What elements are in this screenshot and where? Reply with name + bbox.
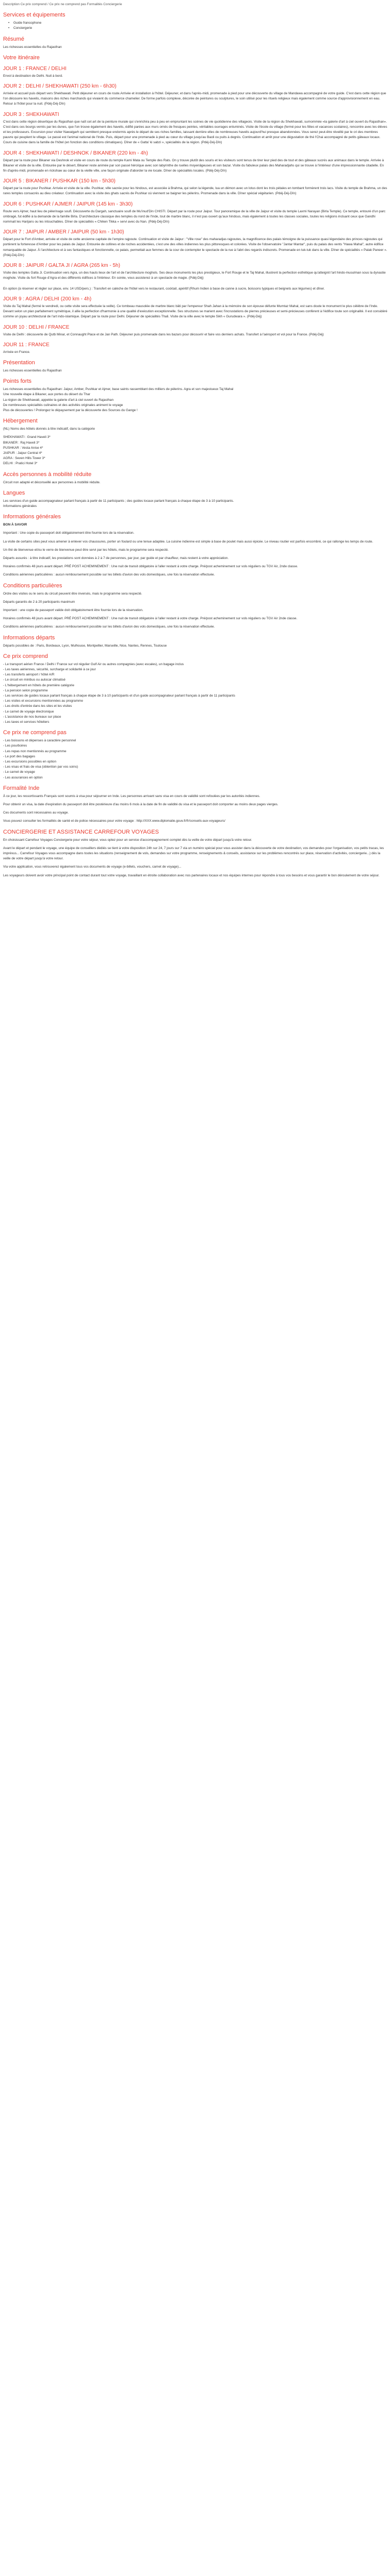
hotel-item: SHEKHAWATI : Grand Haveli 3* (3, 435, 51, 439)
day-text: Départ pour le Fort d'Amber, arrivée et visite de cette ancienne capitale de l'empire rajpoute. Continuation et visite de Jaipur : "Ville rose" des maharadjas rajpoutes, la magnificence des palais témoigne de la puissance quasi légendaire des princes rajpoutes qui portèrent la forteresse d'Amber pour les palais de Jaipur. Entourée de collines et de roches accidentées, c'est une des villes indiennes les plus pittoresques et colorées. Visite de l'observatoire "Jantar Mantar", puis du palais des vents "Hawa Mahal", autre édifice remarquable de Jaipur. À l'architecture et à ses fantastiques et fonctionnelle, ce palais, permettait aux femmes de la cour de contempler le spectacle de la rue à l'abri des regards indiscrets. Promenade en tuk-tuk dans la ville. Dîner de spécialités « Palak Paneer ». (Pdéj-Déj-Dîn) (3, 238, 388, 257)
day-text: Visite des temples Galta Ji. Continuation vers Agra, un des hauts lieux de l'art et de l'architecture moghols. Ses deux monuments les plus prestigieux, le Fort Rouge et le Taj Mahal, illustrent la perfection esthétique qu'atteignit l'art hindo-musulman sous la dynastie moghole. Visite du fort Rouge d'Agra et des différents édifices à l'intérieur. En soirée, vous assisterez à un spectacle de magie. (Pdéj-Déj) En option (à réserver et régler sur place, env. 14 USD/pers.) : Transfert en calèche de l'hôtel vers le restaurant, cocktail, apéritif (Rhum Indien à base de canne à sucre, boissons typiques et beignets aux légumes) et dîner. (3, 271, 386, 291)
list-item: - Le transport aérien France / Delhi / France sur vol régulier Gulf Air ou autres compagnies (avec escales), un bagage inclus (3, 662, 184, 666)
list-item: - Les taxes aériennes, sécurité, surcharge et solidarité à ce jour (3, 668, 96, 671)
hebergement-intro: (NL) Noms des hôtels donnés à titre indicatif, dans la catégorie (3, 427, 95, 431)
infos-paragraph: Départs assurés : à titre indicatif, les prestations sont données à 2 à 7 de personnes, par jour, par guide et par chauffeur, mais restent à votre appréciation. (3, 556, 229, 560)
list-item: - Le carnet de voyage (3, 770, 35, 774)
list-item: - Les pourboires (3, 744, 27, 748)
list-item: - Le port des bagages (3, 754, 36, 758)
bullet-icon: • (8, 26, 10, 30)
hebergement-title: Hébergement (3, 418, 38, 425)
presentation-section (3, 359, 388, 374)
day-text: Départ par la route pour Pushkar. Arrivée et visite de la ville. Pushkar, ville sacrée pour les hindous, est associée à Brahma, qui selon la légende, lua un démon avec un lotus dont les trois pétales en tombant formèrent trois lacs. Visite du temple de Brahma, un des rares temples consacrés au dieu créateur. Continuation avec la visite des ghats sacrés de Pushkar où viennent se baigner les pèlerins. Promenade dans la ville. Dîner spécial végétarien. (Pdéj-Déj-Dîn) (3, 187, 388, 196)
services-section (3, 11, 388, 31)
resume-title: Résumé (3, 36, 24, 42)
itinerary-title: Votre itinéraire (3, 54, 40, 61)
infos-paragraph: Un thé de bienvenue et/ou le verre de bienvenue peut être servi par les hôtels, mais le programme sera respecté. (3, 548, 169, 552)
day-title: JOUR 1 : FRANCE / DELHI (3, 65, 67, 72)
infos-subtitle: BON À SAVOIR (3, 523, 27, 527)
conciergerie-paragraph: En choisissant Carrefour Voyages Conciergerie pour votre séjour, vous optez pour un service d'accompagnement complet dès la veille de votre départ jusqu'à votre retour. (3, 838, 252, 842)
infos-paragraph: Important : Une copie du passeport doit obligatoirement être fournie lors de la réservation. (3, 531, 135, 535)
day-title: JOUR 11 : FRANCE (3, 342, 50, 348)
formalite-paragraph: À ce jour, les ressortissants Français sont soumis à visa pour séjourner en Inde. Les personnes arrivant sans visa en cours de validité sont refoulées par les autorités indiennes. (3, 794, 260, 798)
conciergerie-paragraph: Via votre application, vous retrouverez également tous vos documents de voyage (e-billets, vouchers, carnet de voyage)... (3, 865, 182, 869)
day-title: JOUR 9 : AGRA / DELHI (200 km - 4h) (3, 296, 92, 302)
presentation-text: Les richesses essentielles du Rajasthan (3, 368, 62, 372)
list-item: De nombreuses spécialités culinaires et des activités originales animent le voyage (3, 403, 123, 407)
langues-section (3, 489, 388, 509)
list-item: Plus de découvertes ! Prolongez le dépaysement par la découverte des Sources du Gange ! (3, 408, 138, 412)
hotel-item: AGRA : Seven Hills Tower 3* (3, 456, 45, 461)
list-item: - Les assurances en option (3, 775, 43, 779)
day-title: JOUR 10 : DELHI / FRANCE (3, 324, 70, 330)
list-item: - L'hébergement en hôtels de première catégorie (3, 683, 74, 687)
resume-text: Les richesses essentielles du Rajasthan (3, 45, 62, 49)
day-text: Départ par la route pour Bikaner via Deshnok et visite en cours de route du temple Karni Mata ou Temple des Rats. On y trouve plutôt des souris et les visiteurs sont tenus de tirer leur pied des de tout et des gâteaux sucrés aux animaux dans le temple. Arrivée à Bikaner et visite de la ville. Entourée par le désert, Bikaner reste animée par son passé héroïque avec son labyrinthe de ruelles moyenâgeuses et son bazar. Visite du fabuleux palais des Maharadjahs qui se trouve à l'intérieur d'une impressionnante citadelle. En fin d'après-midi, promenade en rickshaw au cœur de la vieille ville, une façon originale d'aborder la vie locale. Dîner de spécialités locales. (Pdéj-Déj-Dîn) (3, 158, 385, 173)
depart-text: Départs possibles de : Paris, Bordeaux, Lyon, Mulhouse, Montpellier, Marseille, Nice, Nantes, Rennes, Toulouse (3, 643, 167, 648)
conciergerie-paragraph: Les voyageurs doivent avoir votre principal point de contact durant tout votre voyage, travaillant en étroite collaboration avec nos partenaires locaux et nos équipes internes pour répondre à tous vos besoins et vous garantir le bon déroulement de votre séjour. (3, 873, 380, 877)
day-text: Envol à destination de Delhi. Nuit à bord. (3, 74, 63, 78)
ne-comprend-section (3, 729, 388, 781)
formalite-section (3, 785, 388, 824)
conditions-paragraph: Horaires confirmés 48 jours avant départ. PRÉ POST ACHEMINEMENT : Une nuit de transit obligatoire à l'aller restant à votre charge. Pré/post acheminement sur vols réguliers ou TGV Air 2nde classe. (3, 617, 298, 621)
day-text: Visite de Delhi : découverte de Qutb Minar, et Connaught Place et de Jan Path. Déjeuner puis promenade dans les bazars pour découvrir et faire vos derniers achats. Transfert à l'aéroport et vol pour la France. (Pdéj-Déj) (3, 332, 324, 336)
hebergement-section (3, 417, 388, 466)
list-item: - Les taxes et services hôteliers (3, 720, 50, 724)
conditions-paragraph: Départs garantis de 2 à 20 participants maximum (3, 600, 75, 604)
breadcrumb[interactable]: Description Ce prix comprend / Ce prix ne comprend pas Formalités Conciergerie (3, 3, 122, 6)
day-text: Arrivée en France. (3, 350, 30, 354)
infos-paragraph: Horaires confirmés 48 jours avant départ. PRÉ POST ACHEMINEMENT : Une nuit de transit obligatoire à l'aller restant à votre charge. Pré/post acheminement sur vols réguliers ou TGV Air, 2nde classe. (3, 565, 298, 569)
resume-section (3, 36, 388, 50)
list-item: - Les visites et excursions mentionnées au programme (3, 699, 83, 703)
acces-title: Accès personnes à mobilité réduite (3, 471, 92, 478)
conditions-paragraph: Ordre des visites ou le sens du circuit peuvent être inversés, mais le programme sera respecté. (3, 591, 142, 596)
list-item: - Les visas et frais de visa (obtention par vos soins) (3, 765, 78, 769)
day-title: JOUR 7 : JAIPUR / AMBER / JAIPUR (50 km - 1h30) (3, 229, 124, 235)
infos-paragraph: La visite de certains sites peut vous amener à enlever vos chaussures, porter un foulard ou une tenue adaptée. La cuisine indienne est simple à base de poulet mais aussi épicée. Le niveau routier est parfois encombré, ce qui rallonge les temps de route. (3, 539, 373, 544)
points-forts-title: Points forts (3, 378, 32, 385)
list-item: • Guide francophone (8, 21, 388, 26)
list-item: - L'assistance de nos bureaux sur place (3, 715, 61, 719)
list-item: • Conciergerie (8, 26, 388, 31)
list-item: - Le carnet de voyage électronique (3, 709, 54, 714)
list-item: - Les excursions possibles en option (3, 760, 57, 764)
day-text: C'est dans cette région désertique du Rajasthan que naît cet art de la peinture murale qui s'enrichira peu à peu en empruntant les scènes de vie quotidienne des villageois. Visite de la région du Shekhawati, surnommée «la galerie d'art à ciel ouvert du Rajasthan». C'est dans ces bourgs verrés par les dunes, que l'on trouve également des havelis, édifié parées aux murs ornés de fresques peintes, véritables ouvrages enluminés. Visite de l'école du village (fermé pour les fêtes et vacances scolaires), rencontre avec les élèves et les professeurs. Excursion pour visiter Nawalgarh qui semblent presque endormis après le départ de ses riches familles, laissant derrière elles de nombreuses havelis aujourd'hui presque abandonnées. Vous serez peut-être réveillé par le cri des membres pauvre qui peuplent le village. Le passé est l'animal national de l'Inde. Puis, départ pour une promenade à pied au cœur du village jusqu'au Baoli ou puits à degrés. Continuation et arrêt pour une dégustation de thé l'Chai accompagné de petits gâteaux locaux. Cours de cuisine dans la famille de l'hôtel (en fonction des conditions climatiques). Dîner de « Gatta' ki sabzi », spécialités de la région. (Pdéj-Déj-Dîn) (3, 120, 388, 145)
formalite-paragraph: Pour obtenir un visa, la date d'expiration du passeport doit être postérieure d'au moins 6 mois à la date de fin de validité du visa et le passeport doit comporter au moins deux pages vierges. (3, 803, 279, 807)
points-forts-section (3, 378, 388, 413)
acces-text: Circuit non adapté et déconseillé aux personnes à mobilité réduite. (3, 480, 101, 484)
list-item: - Les repas non mentionnés au programme (3, 749, 67, 753)
itinerary-section (3, 54, 388, 355)
comprend-section (3, 653, 388, 725)
infos-section (3, 513, 388, 578)
langues-text: Les services d'un guide accompagnateur parlant français à partir de 11 participants ; des guides locaux parlant français à chaque étape de 3 à 10 participants. Informations générales (3, 499, 234, 508)
conditions-section (3, 582, 388, 630)
acces-section (3, 471, 388, 485)
list-item: Les richesses essentielles du Rajasthan: Jaipur, Amber, Pushkar et Ajmer, base saints rassemblant des milliers de pèlerins. Agra et son majestueux Taj Mahal (3, 387, 234, 392)
presentation-title: Présentation (3, 359, 35, 366)
conditions-paragraph: Conditions aériennes particulières : aucun remboursement possible sur les billets d'avion des vols domestiques, une fois la réservation effectuée. (3, 625, 215, 629)
day-title: JOUR 5 : BIKANER / PUSHKAR (150 km - 5h30) (3, 178, 116, 184)
comprend-title: Ce prix comprend (3, 653, 48, 659)
bullet-icon: • (8, 21, 10, 25)
ne-comprend-title: Ce prix ne comprend pas (3, 730, 67, 736)
conditions-title: Conditions particulières (3, 582, 62, 589)
day-title: JOUR 3 : SHEKHAWATI (3, 111, 59, 117)
hotel-item: PUSHKAR : Vesta Anise 4* (3, 446, 43, 450)
services-title: Services et équipements (3, 12, 66, 19)
formalite-link[interactable]: Vous pouvez consulter les formalités de santé et de police nécessaires pour votre voyage : http://XXX.www.diplomatie.gouv.fr/fr/conseils-aux-voyageurs/ (3, 819, 225, 823)
list-item: - La pension selon programme (3, 688, 48, 692)
hotel-item: JAIPUR : Jaipur Central 4* (3, 451, 42, 455)
page (0, 0, 391, 892)
infos-title: Informations générales (3, 514, 61, 520)
list-item: - Les services de guides locaux parlant français à chaque étape de 3 à 10 participants et d'un guide accompagnateur parlant français à partir de 11 participants (3, 694, 235, 698)
list-item: - Les transferts aéroport / hôtel A/R (3, 673, 55, 677)
infos-paragraph: Conditions aériennes particulières : aucun remboursement possible sur les billets d'avion des vols domestiques, une fois la réservation effectuée. (3, 573, 215, 577)
langues-title: Langues (3, 489, 25, 496)
day-title: JOUR 2 : DELHI / SHEKHAWATI (250 km - 6h30) (3, 83, 117, 90)
conciergerie-paragraph: Avant le départ et pendant le voyage, une équipe de conseillers dédiés se tient à votre disposition 24h sur 24, 7 jours sur 7 via un numéro spécial pour vous assister dans la découverte de votre destination, vos demandes pour l'organisation, vos petits tracas, les imprévus... Carrefour Voyages vous accompagne dans toutes les situations (renseignement de vols, demandes sur votre programme, renseignements & conseils, assistance sur les problèmes rencontrés sur place, réservation d'activités, conciergerie...) dès la veille de votre départ jusqu'à votre retour. (3, 846, 385, 861)
services-list (3, 21, 388, 31)
list-item: - Les droits d'entrée dans les sites et les visites (3, 704, 72, 708)
day-title: JOUR 8 : JAIPUR / GALTA JI / AGRA (265 km - 5h) (3, 263, 120, 269)
formalite-paragraph: Ces documents sont nécessaires au voyage. (3, 811, 69, 815)
conditions-paragraph: Important : une copie de passeport valide doit obligatoirement être fournie lors de la réservation. (3, 608, 143, 612)
depart-title: Informations départs (3, 634, 55, 641)
day-text: Route vers Ajmer, haut lieu de pèlerinage soufi. Découverte du Dargah, sanctuaire soufi de Mu'inud'Din CHISTI. Départ par la route pour Jaipur. Tour panoramique de la ville de Jaipur et visite du temple Laxmi Narayan (Birla Temple). Ce temple, entouré d'un parc ombragé, fut édifié à la demande de la famille Birla. D'architecture classique des temples du nord de l'Inde, tout de marbre blanc, il n'est pas ouvert qu'aux hindous, mais également à toutes les classes sociales, toutes les religions incluant ceux que Gandhi nommait les Harijans ou les intouchables. Dîner de spécialités « Chiken Tikka » servi avec du Nan. (Pdéj-Déj-Dîn) (3, 209, 387, 224)
day-text: Arrivée et accueil puis départ vers Shekhawati. Petit déjeuner en cours de route.Arrivée et installation à l'hôtel. Déjeuner, et dans l'après-midi, promenade à pied pour une découverte du village de Mandawa accompagné de votre guide. C'est dans cette région que l'on découvre les havelis, maisons des riches marchands qui vivaient du commerce chamelier. De forme parfois complexe, décorée de peintures ou sculptures, le soin utilisé pour les rituels religieux mais également comme source d'approvisionnement en eau. Retour à l'hôtel pour la nuit. (Pdéj-Déj-Dîn) (3, 92, 387, 106)
list-item: - Les boissons et dépenses à caractère personnel (3, 739, 76, 743)
list-item: - Le circuit en minibus ou autocar climatisé (3, 678, 66, 682)
conciergerie-section (3, 828, 388, 878)
depart-section (3, 634, 388, 649)
hotel-item: BIKANER : Raj Haveli 3* (3, 440, 40, 445)
day-title: JOUR 4 : SHEKHAWATI / DESHNOK / BIKANER (220 km - 4h) (3, 150, 148, 156)
conciergerie-title: CONCIERGERIE ET ASSISTANCE CARREFOUR VOYAGES (3, 828, 159, 835)
list-item: Une nouvelle étape à Bikaner, aux portes du désert du Thar (3, 393, 90, 397)
list-item: La région de Shekhawati, appelée la galerie d'art à ciel ouvert du Rajasthan (3, 398, 114, 402)
day-text: Visite du Taj Mahal (fermé le vendredi, ou cette visite sera effectuée la veille). Ce tombeau mausolée de marbre blanc bâti par l'empereur Shah Jahan à la mémoire de son épouse défunte Mumtaz Mahal, est sans doute le monument le plus célèbre de l'Inde. Devant selon un plan parfaitement symétrique, il allie la perfection d'harmonie à une qualité d'exécution exceptionnelle. Ses structures se marient avec l'incrustations de pierres précieuses et semi-précieuses confèrent à l'édifice toute son originalité. Il est considéré comme un joyau architectural de l'art indo-islamique. Départ par la route pour Delhi. Déjeuner de spécialités Thali. Visite de la ville avec le temple Sikh « Gurudwara ». (Pdéj-Déj) (3, 304, 388, 319)
formalite-title: Formalité Inde (3, 785, 40, 791)
day-title: JOUR 6 : PUSHKAR / AJMER / JAIPUR (145 km - 3h30) (3, 201, 133, 207)
hotel-item: DELHI : Pratici Hotel 3* (3, 462, 38, 466)
